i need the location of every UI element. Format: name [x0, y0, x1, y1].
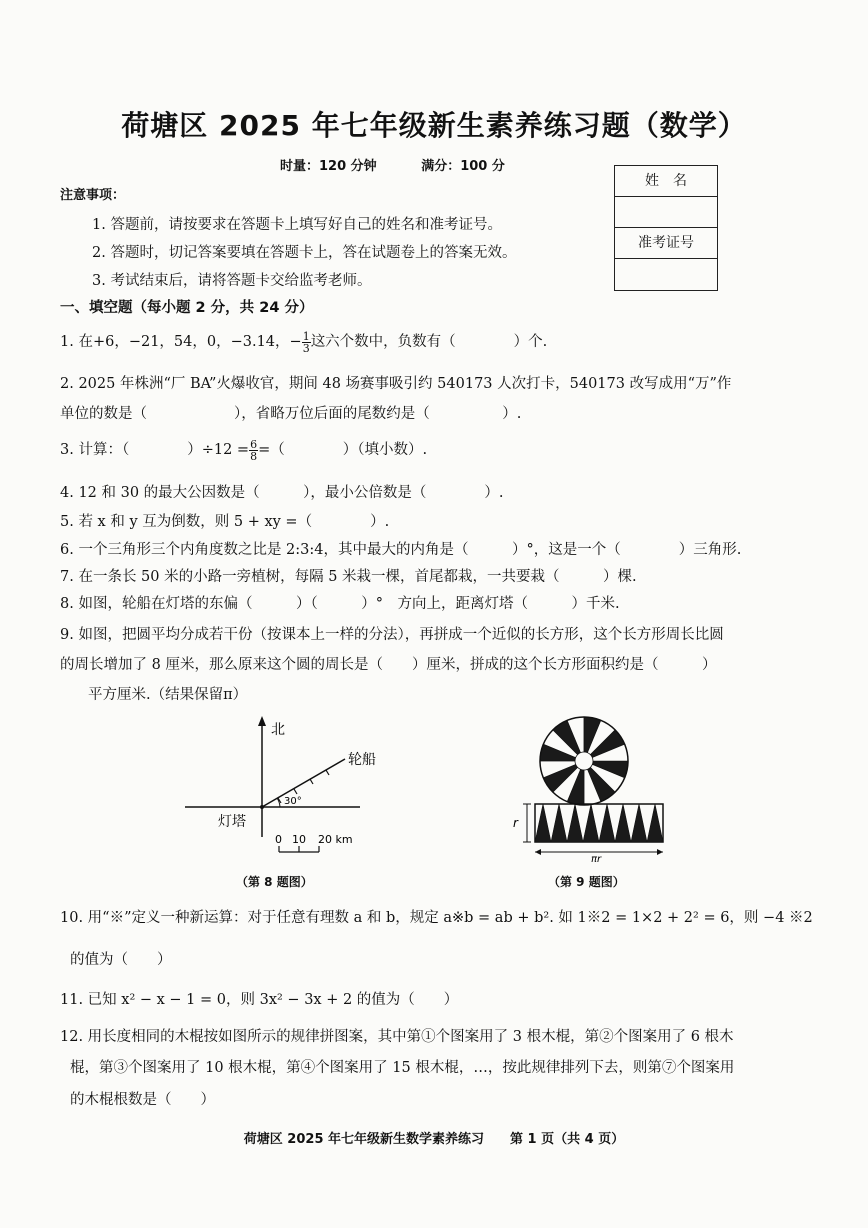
pir-label: πr [591, 854, 602, 862]
figure-9-caption: （第 9 题图） [548, 875, 625, 889]
name-field [615, 197, 717, 228]
exam-meta [280, 155, 545, 174]
figure-9 [505, 712, 685, 862]
ship-direction-line [262, 759, 345, 807]
q3-before: 3. 计算：（ ）÷12 = [60, 442, 250, 458]
r-label: r [513, 816, 518, 830]
section-heading: 一、填空题（每小题 2 分，共 24 分） [60, 300, 314, 316]
notes-heading: 注意事项： [60, 188, 126, 203]
pir-arrow-right [657, 849, 663, 855]
rectangle-tooth [583, 804, 599, 842]
q1-after: 这六个数中，负数有（ ）个. [310, 334, 548, 350]
tick-3 [310, 779, 313, 784]
question-12-line-2: 棍，第③个图案用了 10 根木棍，第④个图案用了 15 根木棍，…，按此规律排列下去，则第⑦个图案用 [70, 1060, 735, 1076]
question-12-line-1: 12. 用长度相同的木棍按如图所示的规律拼图案，其中第①个图案用了 3 根木棍，第②个图案用了 6 根木 [60, 1029, 734, 1045]
rectangle-tooth [535, 804, 551, 842]
question-1 [60, 330, 547, 354]
question-10-line-1: 10. 用“※”定义一种新运算：对于任意有理数 a 和 b，规定 a※b = ab + b². 如 1※2 = 1×2 + 2² = 6，则 −4 ※2 [60, 910, 813, 926]
tick-4 [326, 770, 329, 775]
note-item-1: 1. 答题前，请按要求在答题卡上填写好自己的姓名和准考证号。 [92, 217, 502, 233]
question-9-line-2: 的周长增加了 8 厘米，那么原来这个圆的周长是（ ）厘米，拼成的这个长方形面积约是（ ） [60, 657, 717, 673]
q3-after: =（ ）（填小数）. [258, 442, 428, 458]
question-11: 11. 已知 x² − x − 1 = 0，则 3x² − 3x + 2 的值为（ ） [60, 992, 459, 1008]
page-footer: 荷塘区 2025 年七年级新生数学素养练习 第 1 页（共 4 页） [243, 1132, 625, 1147]
note-item-3: 3. 考试结束后，请将答题卡交给监考老师。 [92, 273, 372, 289]
figure-8 [180, 712, 380, 862]
figure-8-caption: （第 8 题图） [236, 875, 313, 889]
north-label: 北 [271, 722, 285, 738]
q1-frac-den: 3 [302, 341, 310, 355]
rectangle-tooth [551, 804, 567, 842]
question-5: 5. 若 x 和 y 互为倒数，则 5 + xy =（ ）. [60, 514, 390, 530]
page-title: 荷塘区 2025 年七年级新生素养练习题（数学） [121, 109, 747, 142]
q1-frac-num: 1 [302, 329, 310, 343]
exam-number-label: 准考证号 [615, 228, 717, 259]
ship-label: 轮船 [348, 752, 376, 768]
question-10-line-2: 的值为（ ） [70, 952, 172, 968]
rectangle-tooth [599, 804, 615, 842]
question-6: 6. 一个三角形三个内角度数之比是 2:3:4，其中最大的内角是（ ）°，这是一个（ ）三角形. [60, 542, 742, 558]
note-item-2: 2. 答题时，切记答案要填在答题卡上，答在试题卷上的答案无效。 [92, 245, 517, 261]
q3-fraction [249, 439, 258, 462]
q3-frac-den: 8 [250, 449, 258, 463]
question-4: 4. 12 和 30 的最大公因数是（ ），最小公倍数是（ ）. [60, 485, 504, 501]
q1-fraction [302, 331, 311, 354]
question-3 [60, 438, 427, 462]
rectangle-tooth [631, 804, 647, 842]
scale-label-20: 20 km [318, 833, 353, 846]
circle-center [575, 752, 593, 770]
question-2-line-2: 单位的数是（ ），省略万位后面的尾数约是（ ）. [60, 406, 522, 422]
student-id-box [614, 165, 718, 291]
north-arrow [258, 716, 266, 726]
scale-label-10: 10 [292, 833, 306, 846]
q3-frac-num: 6 [250, 437, 258, 451]
question-12-line-3: 的木棍根数是（ ） [70, 1092, 215, 1108]
rectangle-teeth [535, 804, 663, 842]
tower-point [260, 805, 264, 809]
rectangle-tooth [647, 804, 663, 842]
question-2-line-1: 2. 2025 年株洲“厂 BA”火爆收官，期间 48 场赛事吸引约 540173 人次打卡，540173 改写成用“万”作 [60, 376, 732, 392]
full-score: 满分：100 分 [421, 159, 505, 174]
tick-2 [294, 789, 297, 794]
scale-label-0: 0 [275, 833, 282, 846]
q1-before: 1. 在+6，−21，54，0，−3.14，− [60, 334, 302, 350]
time-limit: 时量：120 分钟 [280, 159, 377, 174]
rectangle-tooth [567, 804, 583, 842]
pir-arrow-left [535, 849, 541, 855]
question-9-line-3: 平方厘米.（结果保留π） [88, 687, 248, 703]
tower-label: 灯塔 [218, 814, 246, 830]
exam-number-field [615, 259, 717, 290]
question-8: 8. 如图，轮船在灯塔的东偏（ ）（ ）° 方向上，距离灯塔（ ）千米. [60, 596, 620, 612]
question-7: 7. 在一条长 50 米的小路一旁植树，每隔 5 米栽一棵，首尾都栽，一共要栽（ ）棵. [60, 569, 637, 585]
angle-label: 30° [284, 796, 302, 807]
question-9-line-1: 9. 如图，把圆平均分成若干份（按课本上一样的分法），再拼成一个近似的长方形，这个长方形周长比圆 [60, 627, 724, 643]
rectangle-tooth [615, 804, 631, 842]
name-label: 姓 名 [615, 166, 717, 197]
